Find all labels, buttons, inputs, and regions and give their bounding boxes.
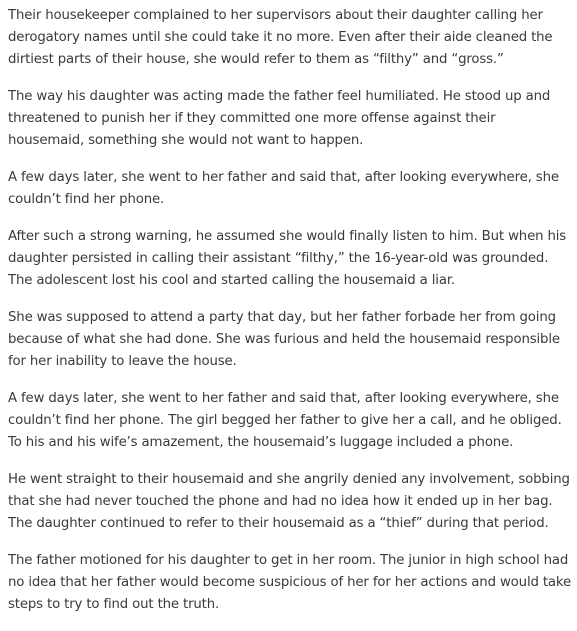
paragraph-6: A few days later, she went to her father and said that, after looking everywhere, she couldn’t find her phone. The girl begged her father to give her a call, and he obliged. To his and his wife’s amazement, the housemaid’s luggage included a phone. [8, 391, 562, 450]
paragraph-8: The father motioned for his daughter to get in her room. The junior in high school had no idea that her father would become suspicious of her for her actions and would take steps to try to find out the truth. [8, 553, 572, 612]
paragraph-5: She was supposed to attend a party that day, but her father forbade her from going because of what she had done. She was furious and held the housemaid responsible for her inability to leave the house. [8, 310, 560, 369]
paragraph-3: A few days later, she went to her father and said that, after looking everywhere, she couldn’t find her phone. [8, 170, 559, 207]
paragraph-2: The way his daughter was acting made the father feel humiliated. He stood up and threatened to punish her if they committed one more offense against their housemaid, something she would not want to happen. [8, 89, 551, 148]
paragraph-1: Their housekeeper complained to her supervisors about their daughter calling her derogatory names until she could take it no more. Even after their aide cleaned the dirtiest parts of their house, she would refer to them as “filthy” and “gross.” [8, 8, 553, 67]
paragraph-7: He went straight to their housemaid and she angrily denied any involvement, sobbing that she had never touched the phone and had no idea how it ended up in her bag. The daughter continued to refer to their housemaid as a “thief” during that period. [8, 472, 570, 531]
paragraph-4: After such a strong warning, he assumed she would finally listen to him. But when his daughter persisted in calling their assistant “filthy,” the 16-year-old was grounded. The adolescent lost his cool and started calling the housemaid a liar. [8, 229, 567, 288]
article-body [8, 0, 574, 631]
